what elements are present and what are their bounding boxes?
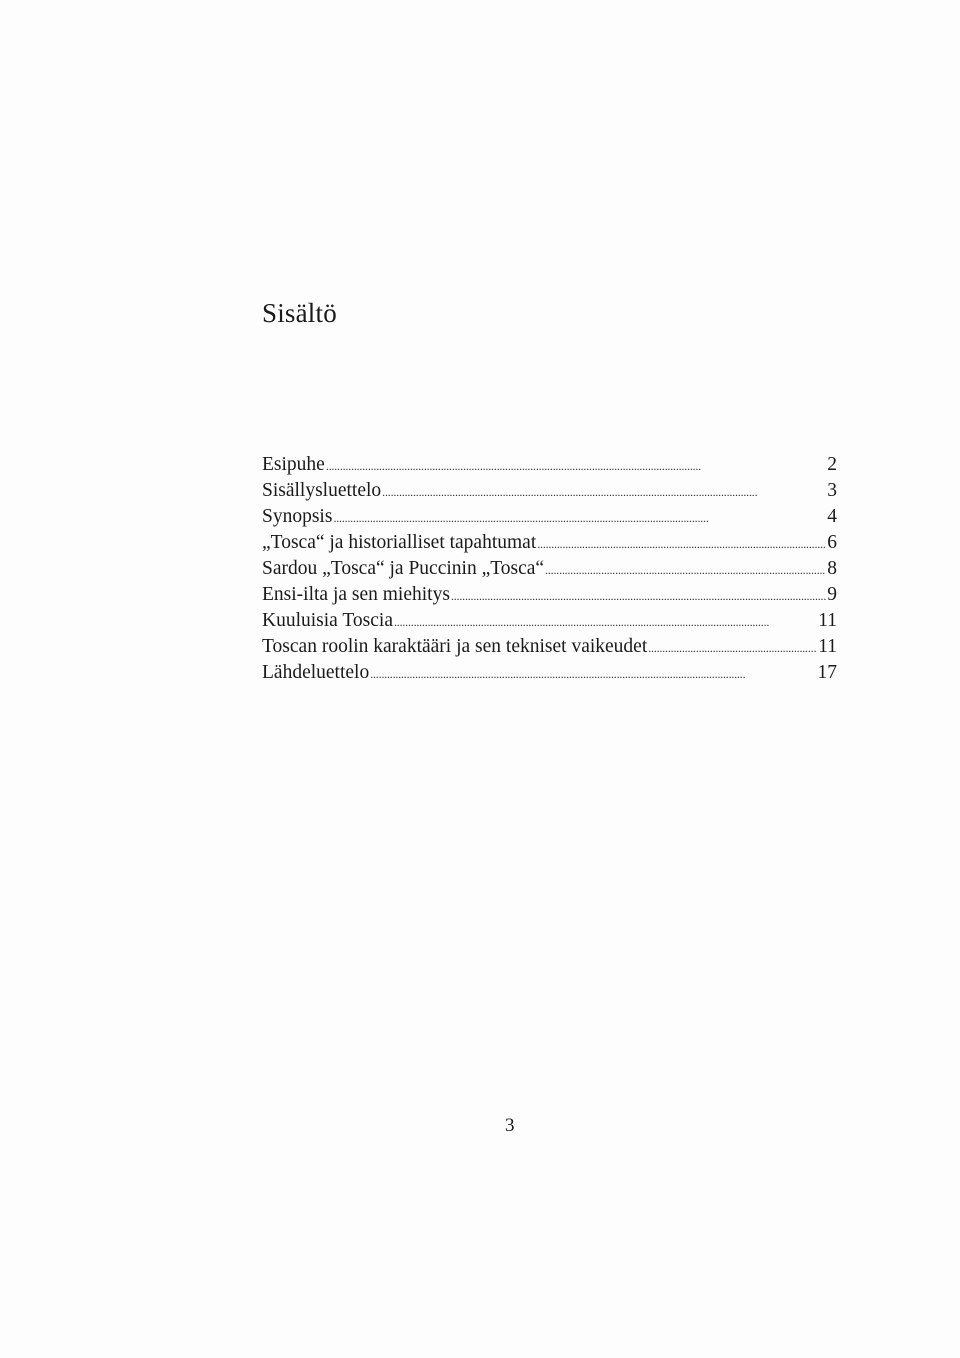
toc-dot-leader [537, 530, 826, 557]
toc-entry-title: Toscan roolin karaktääri ja sen tekniset vaikeudet [262, 636, 648, 657]
toc-dot-leader [370, 660, 816, 687]
toc-entry-title: Ensi-ilta ja sen miehitys [262, 584, 450, 605]
toc-entry-page: 2 [827, 454, 837, 475]
toc-dot-leader [545, 556, 826, 583]
toc-entry [262, 556, 837, 582]
toc-entry-title: Kuuluisia Toscia [262, 610, 393, 631]
toc-entry-page: 4 [827, 506, 837, 527]
toc-entry-title: Lähdeluettelo [262, 662, 370, 683]
toc-entry-page: 3 [827, 480, 837, 501]
toc-entry [262, 504, 837, 530]
toc-entry [262, 634, 837, 660]
toc-entry [262, 530, 837, 556]
toc-entry-title: Esipuhe [262, 454, 325, 475]
toc-entry-page: 9 [827, 584, 837, 605]
toc-entry-title: „Tosca“ ja historialliset tapahtumat [262, 532, 537, 553]
toc-dot-leader [382, 478, 826, 505]
toc-dot-leader [648, 634, 817, 661]
toc-dot-leader [394, 608, 817, 635]
table-of-contents [262, 452, 837, 686]
toc-entry-page: 6 [827, 532, 837, 553]
toc-entry [262, 452, 837, 478]
toc-entry-page: 8 [827, 558, 837, 579]
toc-entry-page: 11 [818, 636, 837, 657]
toc-entry-title: Sardou „Tosca“ ja Puccinin „Tosca“ [262, 558, 545, 579]
toc-dot-leader [326, 452, 826, 479]
toc-entry-page: 17 [817, 662, 837, 683]
toc-dot-leader [333, 504, 826, 531]
toc-entry [262, 660, 837, 686]
toc-entry-title: Synopsis [262, 506, 333, 527]
toc-entry-page: 11 [818, 610, 837, 631]
toc-entry [262, 608, 837, 634]
toc-dot-leader [451, 582, 826, 609]
toc-entry [262, 582, 837, 608]
page-number: 3 [505, 1115, 515, 1136]
toc-entry-title: Sisällysluettelo [262, 480, 382, 501]
toc-entry [262, 478, 837, 504]
page-title: Sisältö [262, 298, 337, 328]
